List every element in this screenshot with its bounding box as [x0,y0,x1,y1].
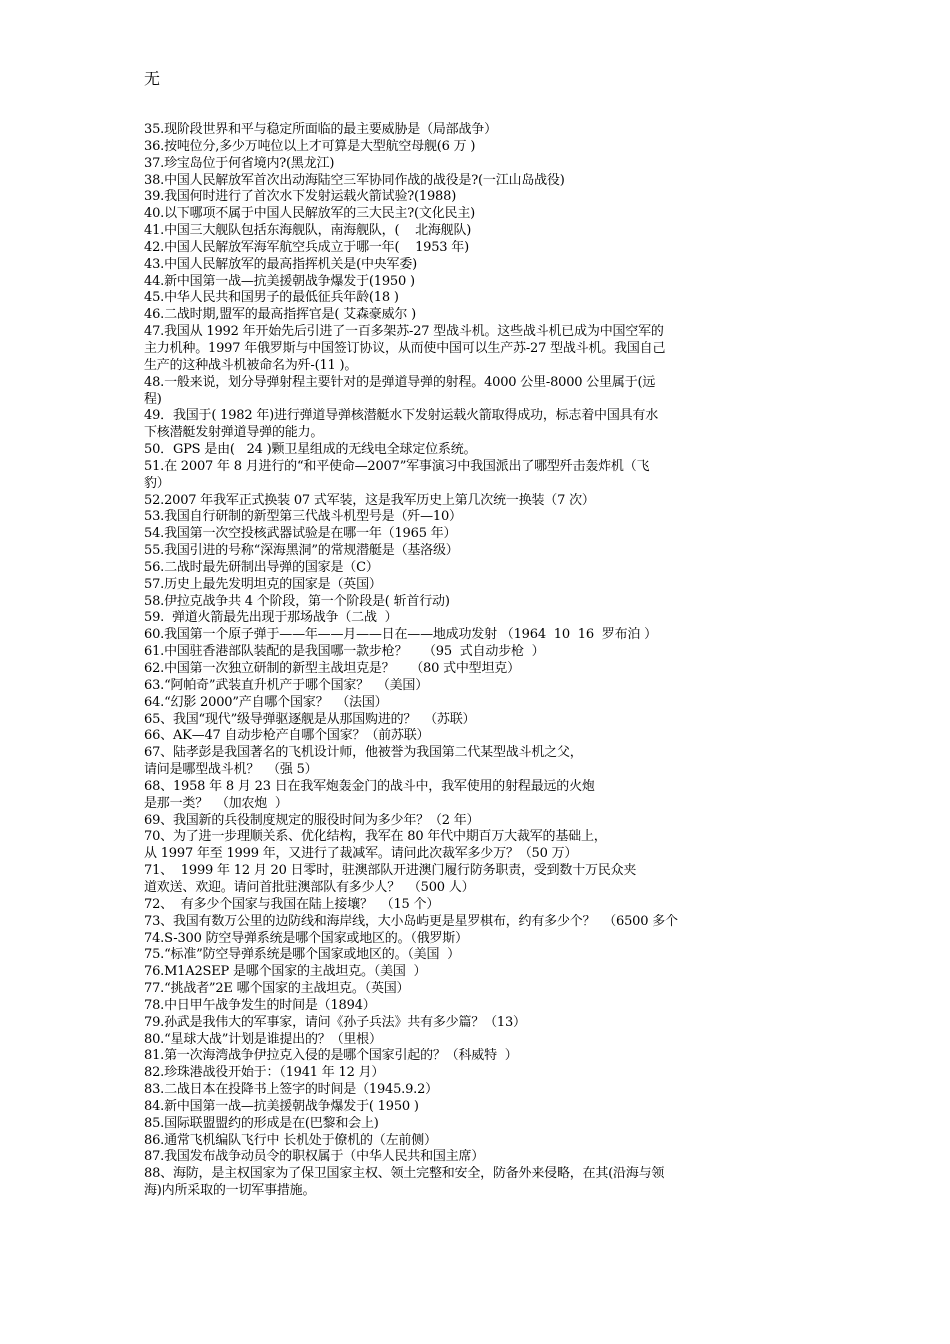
text-line: 豹） [144,475,170,491]
text-line: 程) [144,391,162,407]
text-line: 46.二战时期,盟军的最高指挥官是( 艾森豪威尔 ) [144,307,417,323]
text-line: 88、海防，是主权国家为了保卫国家主权、领土完整和安全，防备外来侵略，在其(沿海与领 [144,1166,665,1182]
text-line: 85.国际联盟盟约的形成是在(巴黎和会上) [144,1115,379,1131]
text-line: 48.一般来说，划分导弹射程主要针对的是弹道导弹的射程。4000 公里-8000 公里属于(远 [144,374,656,390]
text-line: 44.新中国第一战—抗美援朝战争爆发于(1950 ) [144,273,415,289]
text-line: 55.我国引进的号称“深海黑洞”的常规潜艇是（基洛级） [144,543,459,559]
text-line: 60.我国第一个原子弹于——年——月——日在——地成功发射 （1964 10 16 罗布泊 ） [144,627,657,643]
text-line: 53.我国自行研制的新型第三代战斗机型号是（歼—10） [144,509,462,525]
text-line: 道欢送、欢迎。请问首批驻澳部队有多少人？ （500 人） [144,879,475,895]
text-line: 77.“挑战者”2E 哪个国家的主战坦克。（英国） [144,981,410,997]
text-line: 80.“星球大战”计划是谁提出的？（里根） [144,1031,382,1047]
text-line: 82.珍珠港战役开始于：（1941 年 12 月） [144,1065,385,1081]
text-line: 59. 弹道火箭最先出现于那场战争（二战 ） [144,610,398,626]
text-line: 生产的这种战斗机被命名为歼-(11 )。 [144,357,358,373]
text-line: 61.中国驻香港部队装配的是我国哪一款步枪？ （95 式自动步枪 ） [144,644,545,660]
text-line: 是那一类？ （加农炮 ） [144,795,288,811]
text-line: 51.在 2007 年 8 月进行的“和平使命—2007”军事演习中我国派出了哪型歼击轰炸机（飞 [144,458,650,474]
text-line: 35.现阶段世界和平与稳定所面临的最主要威胁是（局部战争） [144,122,497,137]
text-line: 65、我国“现代”级导弹驱逐舰是从那国购进的？ （苏联） [144,711,476,727]
text-line: 78.中日甲午战争发生的时间是（1894） [144,997,376,1013]
text-line: 47.我国从 1992 年开始先后引进了一百多架苏-27 型战斗机。这些战斗机已成为中国空军的 [144,324,664,340]
text-line: 54.我国第一次空投核武器试验是在哪一年（1965 年） [144,526,457,542]
text-line: 87.我国发布战争动员令的职权属于（中华人民共和国主席） [144,1149,485,1165]
text-line: 74.S-300 防空导弹系统是哪个国家或地区的。（俄罗斯） [144,930,468,946]
text-line: 84.新中国第一战—抗美援朝战争爆发于( 1950 ) [144,1098,419,1114]
text-line: 海)内所采取的一切军事措施。 [144,1183,316,1199]
text-line: 81.第一次海湾战争伊拉克入侵的是哪个国家引起的？（科威特 ） [144,1048,518,1064]
text-line: 下核潜艇发射弹道导弹的能力。 [144,425,324,441]
text-line: 42.中国人民解放军海军航空兵成立于哪一年( 1953 年) [144,239,469,255]
text-line: 41.中国三大舰队包括东海舰队，南海舰队，( 北海舰队) [144,223,472,239]
text-line: 50．GPS 是由( 24 )颗卫星组成的无线电全球定位系统。 [144,442,477,458]
text-line: 67、陆孝彭是我国著名的飞机设计师，他被誉为我国第二代某型战斗机之父， [144,745,583,761]
text-line: 71、 1999 年 12 月 20 日零时，驻澳部队开进澳门履行防务职责，受到数十万民众夹 [144,863,637,879]
text-line: 38.中国人民解放军首次出动海陆空三军协同作战的战役是?(一江山岛战役) [144,172,565,188]
text-line: 63.“阿帕奇”武装直升机产于哪个国家？ （美国） [144,677,429,693]
text-line: 57.历史上最先发明坦克的国家是（英国） [144,576,382,592]
question-list [144,122,810,1200]
text-line: 86.通常飞机编队飞行中 长机处于僚机的（左前侧） [144,1132,437,1148]
text-line: 70、为了进一步理顺关系、优化结构，我军在 80 年代中期百万大裁军的基础上， [144,829,607,845]
text-line: 52.2007 年我军正式换装 07 式军装，这是我军历史上第几次统一换装（7 次） [144,492,595,508]
page-header: 无 [144,69,161,88]
text-line: 62.中国第一次独立研制的新型主战坦克是？ （80 式中型坦克） [144,661,520,676]
text-line: 请问是哪型战斗机？ （强 5） [144,762,318,778]
text-line: 73、我国有数万公里的边防线和海岸线，大小岛屿更是星罗棋布，约有多少个？ （6500 多个 [144,913,678,929]
text-line: 72、 有多少个国家与我国在陆上接壤？ （15 个） [144,896,440,912]
text-line: 49．我国于( 1982 年)进行弹道导弹核潜艇水下发射运载火箭取得成功，标志着中国具有水 [144,408,659,424]
text-line: 主力机种。1997 年俄罗斯与中国签订协议，从而使中国可以生产苏-27 型战斗机。我国自己 [144,340,666,356]
text-line: 40.以下哪项不属于中国人民解放军的三大民主?(文化民主) [144,206,475,222]
text-line: 45.中华人民共和国男子的最低征兵年龄(18 ) [144,290,399,306]
text-line: 36.按吨位分,多少万吨位以上才可算是大型航空母舰(6 万 ) [144,138,476,154]
text-line: 从 1997 年至 1999 年，又进行了裁减军。请问此次裁军多少万？（50 万） [144,846,578,862]
text-line: 69、我国新的兵役制度规定的服役时间为多少年？（2 年） [144,812,480,828]
text-line: 39.我国何时进行了首次水下发射运载火箭试验?(1988) [144,189,457,205]
text-line: 76.M1A2SEP 是哪个国家的主战坦克。（美国 ） [144,964,427,980]
text-line: 66、AK—47 自动步枪产自哪个国家？（前苏联） [144,728,430,744]
text-line: 58.伊拉克战争共 4 个阶段，第一个阶段是( 斩首行动) [144,593,450,609]
text-line: 79.孙武是我伟大的军事家，请问《孙子兵法》共有多少篇？（13） [144,1014,526,1030]
text-line: 56.二战时最先研制出导弹的国家是（C） [144,559,379,575]
text-line: 75.“标准”防空导弹系统是哪个国家或地区的。（美国 ） [144,947,460,963]
text-line: 43.中国人民解放军的最高指挥机关是(中央军委) [144,256,418,272]
text-line: 37.珍宝岛位于何省境内?(黑龙江) [144,155,335,171]
text-line: 68、1958 年 8 月 23 日在我军炮轰金门的战斗中，我军使用的射程最远的火炮 [144,778,595,794]
text-line: 64.“幻影 2000”产自哪个国家？ （法国） [144,694,388,710]
text-line: 83.二战日本在投降书上签字的时间是（1945.9.2） [144,1082,438,1098]
